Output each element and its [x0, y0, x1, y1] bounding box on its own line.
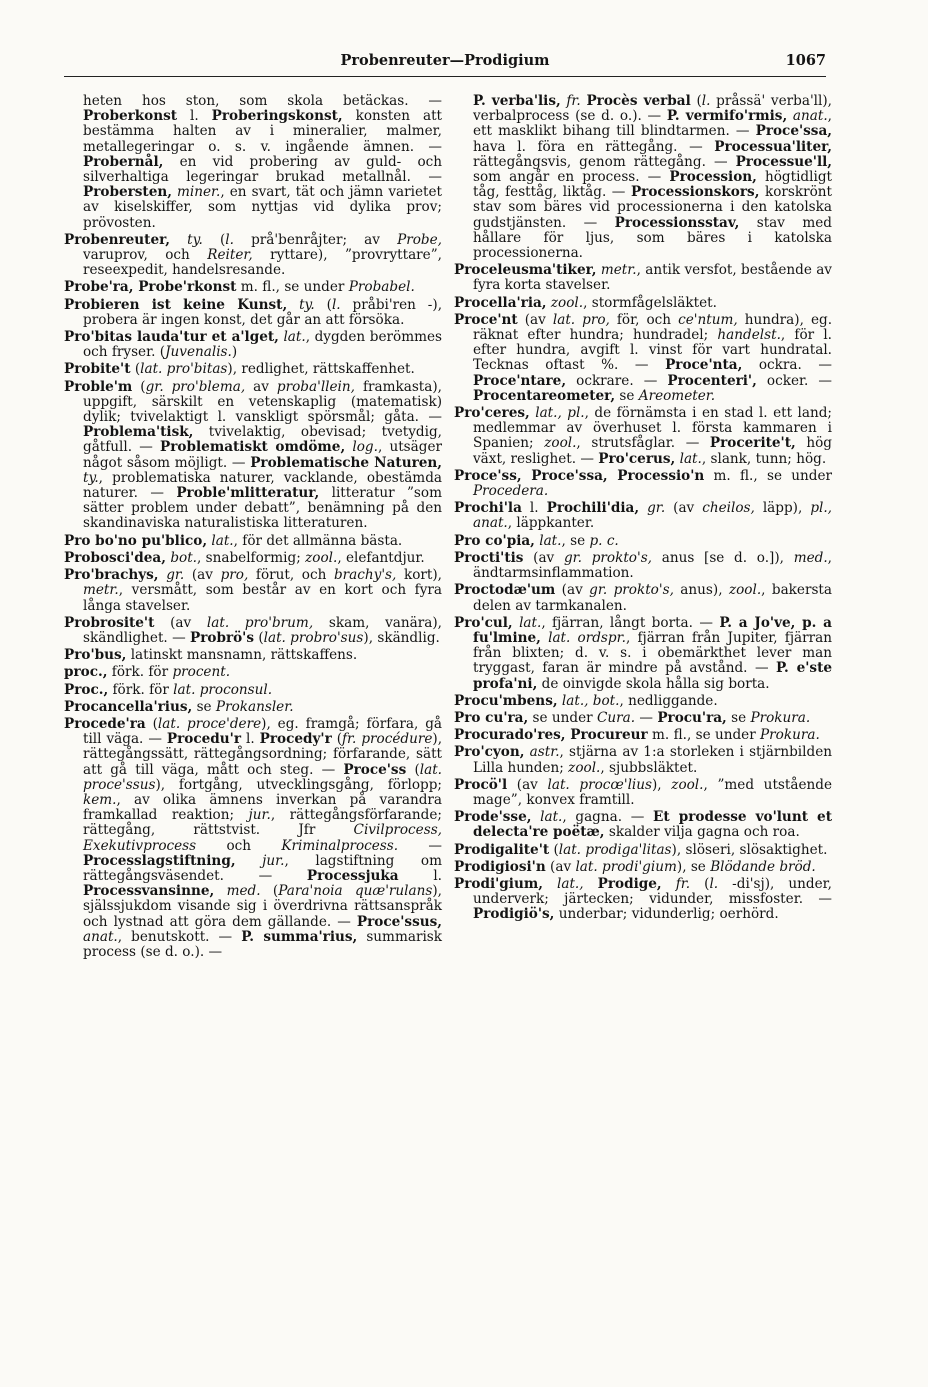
entry-continuation: P. verba'lis, fr. Procès verbal (l. pråssä' verba'll), verbalprocess (se d. o.). — P. vermifo'rmis, anat., ett masklikt bihang till blindtarmen. — Proce'ssa, hava l. föra en rättegång. — Processua'liter, rättegångsvis, genom rättegång. — Processue'll, som angår en process. — Procession, högtidligt tåg, festtåg, liktåg. — Processionskors, korskrönt stav som bäres vid processionerna i den katolska gudstjänsten. — Processionsstav, stav med hållare för ljus, som bäres i katolska processionerna. — [473, 93, 832, 262]
dictionary-entry: Procancella'rius, se Prokansler. — [64, 698, 294, 715]
dictionary-entry: Procu'mbens, lat., bot., nedliggande. — [454, 692, 718, 709]
dictionary-entry: Probe'ra, Probe'rkonst m. fl., se under Probabel. — [64, 279, 415, 296]
dictionary-entry: Probieren ist keine Kunst, ty. (l. pråbi'ren -), probera är ingen konst, det går an att försöka. — [64, 296, 443, 328]
dictionary-entry: Procti'tis (av gr. prokto's, anus [se d. o.]), med., ändtarmsinflammation. — [454, 549, 832, 582]
dictionary-entry: Probrosite't (av lat. pro'brum, skam, vanära), skändlighet. — Probrö's (lat. probro'sus), skändlig. — [64, 614, 442, 646]
dictionary-entry: proc., förk. för procent. — [64, 664, 231, 681]
entry-continuation: heten hos ston, som skola betäckas. — Proberkonst l. Proberingskonst, konsten att bestämma halten av i mineralier, malmer, metallegeringar o. s. v. ingående ämnen. — Probernål, en vid probering av guld- och silverhaltiga legeringar brukad metallnål. — Probersten, miner., en svart, tät och jämn varietet av kiselskiffer, som nyttjas vid dylika prov; prövosten. — [83, 93, 442, 231]
dictionary-entry: Procurado'res, Procureur m. fl., se under Prokura. — [454, 727, 820, 744]
dictionary-entry: Pro'brachys, gr. (av pro, förut, och brachy's, kort), metr., versmått, som består av en kort och fyra långa stavelser. — [64, 567, 442, 614]
dictionary-entry: Procö'l (av lat. procœ'lius), zool., ”med utstående mage”, konvex framtill. — [454, 776, 832, 808]
dictionary-entry: Probenreuter, ty. (l. prå'benråjter; av Probe, varuprov, och Reiter, ryttare), ”provryttare”, reseexpedit, handelsresande. — [64, 231, 442, 279]
dictionary-entry: Probite't (lat. pro'bitas), redlighet, rättskaffenhet. — [64, 361, 415, 378]
dictionary-entry: Prode'sse, lat., gagna. — Et prodesse vo'lunt et delecta're poëtæ, skalder vilja gagna och roa. — [454, 809, 832, 841]
running-title: Probenreuter—Prodigium — [340, 52, 550, 69]
right-column — [454, 94, 832, 925]
dictionary-entry: Proceleusma'tiker, metr., antik versfot, bestående av fyra korta stavelser. — [454, 262, 832, 294]
dictionary-entry: Pro'bus, latinskt mansnamn, rättskaffens. — [64, 647, 358, 664]
dictionary-entry: Probosci'dea, bot., snabelformig; zool., elefantdjur. — [64, 549, 425, 566]
dictionary-entry: Proce'ss, Proce'ssa, Processio'n m. fl., se under Procedera. — [454, 467, 832, 500]
dictionary-entry: Pro'ceres, lat., pl., de förnämsta i en stad l. ett land; medlemmar av överhuset l. första kammaren i Spanien; zool., strutsfåglar. — Procerite't, hög växt, reslighet. — Pro'cerus, lat., slank, tunn; hög. — [454, 405, 833, 467]
dictionary-entry: Proctodæ'um (av gr. prokto's, anus), zool., bakersta delen av tarmkanalen. — [454, 582, 832, 614]
dictionary-entry: Procella'ria, zool., stormfågelsläktet. — [454, 294, 717, 311]
dictionary-entry: Pro'cul, lat., fjärran, långt borta. — P. a Jo've, p. a fu'lmine, lat. ordspr., fjärran från Jupiter, fjärran från blixten; d. v. s. i obemärkthet lever man tryggast, faran är mindre på avstånd. — P. e'ste profa'ni, de oinvigde skola hålla sig borta. — [454, 614, 833, 692]
page-header — [64, 50, 826, 72]
dictionary-entry: Prodi'gium, lat., Prodige, fr. (l. -di'sj), under, underverk; järtecken; vidunder, missfoster. — Prodigiö's, underbar; vidunderlig; oerhörd. — [454, 875, 832, 923]
dictionary-entry: Pro bo'no pu'blico, lat., för det allmänna bästa. — [64, 532, 403, 549]
dictionary-entry: Pro cu'ra, se under Cura. — Procu'ra, se Prokura. — [454, 709, 811, 726]
dictionary-entry: Prochi'la l. Prochili'dia, gr. (av cheilos, läpp), pl., anat., läppkanter. — [454, 500, 833, 532]
dictionary-entry: Proce'nt (av lat. pro, för, och ce'ntum, hundra), eg. räknat efter hundra; hundradel; handelst., för l. efter hundra, avgift l. vinst för vart hundratal. Tecknas oftast %. — Proce'nta, ockra. — Proce'ntare, ockrare. — Procenteri', ocker. — Procentareometer, se Areometer. — [454, 311, 833, 404]
page-number: 1067 — [785, 52, 826, 69]
dictionary-entry: Procede'ra (lat. proce'dere), eg. framgå; förfara, gå till väga. — Procedu'r l. Procedy'r (fr. procédure), rättegångssätt, rättegångsordning; förfarande, sätt att gå till väga, mått och steg. — Proce'ss (lat. proce'ssus), fortgång, utvecklingsgång, förlopp; kem., av olika ämnens inverkan på varandra framkallad reaktion; jur., rättegångsförfarande; rättegång, rättstvist. Jfr Civilprocess, Exekutivprocess och Kriminalprocess. — Processlagstiftning, jur., lagstiftning om rättegångsväsendet. — Processjuka l. Processvansinne, med. (Para'noia quæ'rulans), själssjukdom visande sig i överdrivna rättsanspråk och lystnad att göra dem gällande. — Proce'ssus, anat., benutskott. — P. summa'rius, summarisk process (se d. o.). — — [64, 715, 443, 960]
dictionary-entry: Pro co'pia, lat., se p. c. — [454, 532, 619, 549]
dictionary-entry: Pro'cyon, astr., stjärna av 1:a storleken i stjärnbilden Lilla hunden; zool., sjubbsläktet. — [454, 744, 832, 776]
dictionary-entry: Proble'm (gr. pro'blema, av proba'llein, framkasta), uppgift, särskilt en vetenskaplig (matematisk) dylik; tvivelaktigt l. vanskligt spörsmål; gåta. — Problema'tisk, tvivelaktig, obevisad; tvetydig, gåtfull. — Problematiskt omdöme, log., utsäger något såsom möjligt. — Problematische Naturen, ty., problematiska naturer, vacklande, obestämda naturer. — Proble'mlitteratur, litteratur ”som sätter problem under debatt”, benämning på den skandinaviska naturalistiska litteraturen. — [64, 378, 443, 532]
dictionary-entry: Pro'bitas lauda'tur et a'lget, lat., dygden berömmes och fryser. (Juvenalis.) — [64, 329, 442, 361]
dictionary-entry: Prodigalite't (lat. prodiga'litas), slöseri, slösaktighet. — [454, 841, 828, 858]
left-column — [64, 94, 442, 962]
header-rule — [64, 76, 826, 77]
dictionary-entry: Prodigiosi'n (av lat. prodi'gium), se Blödande bröd. — [454, 858, 816, 875]
dictionary-entry: Proc., förk. för lat. proconsul. — [64, 681, 273, 698]
